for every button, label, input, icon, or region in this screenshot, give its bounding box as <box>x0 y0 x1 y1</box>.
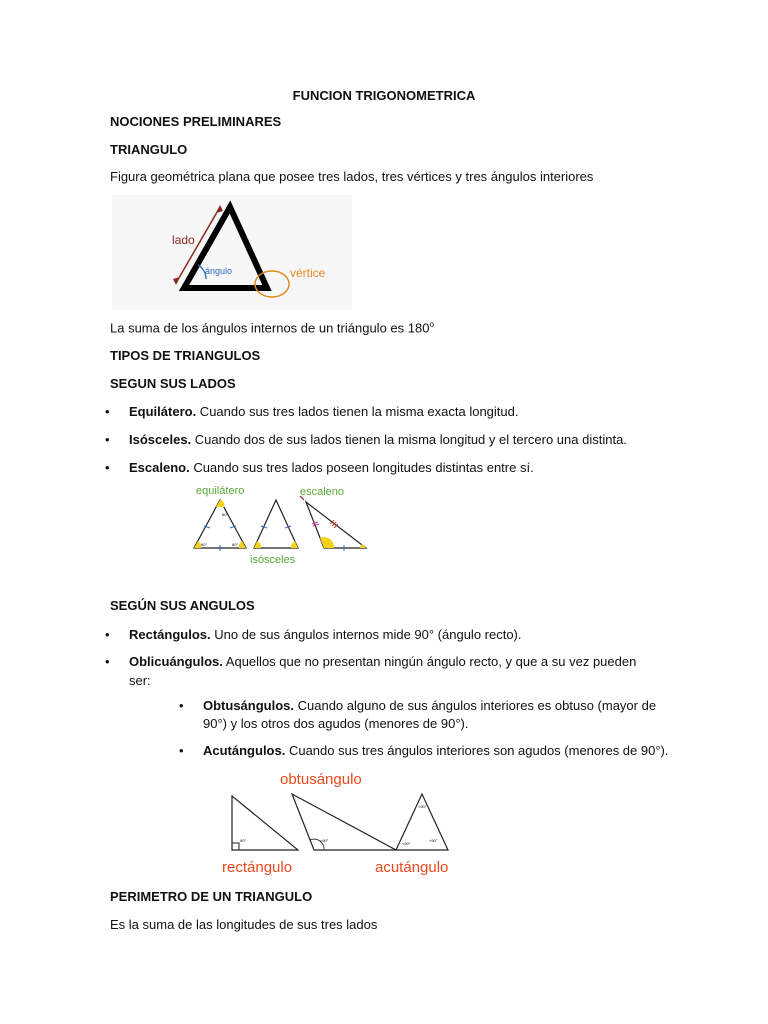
label-vertice: vértice <box>290 266 326 280</box>
label-lado: lado <box>172 233 195 247</box>
heading-segun-angulos: SEGÚN SUS ANGULOS <box>110 598 255 613</box>
isosceles-triangle <box>254 500 298 548</box>
heading-triangulo: TRIANGULO <box>110 142 188 157</box>
svg-text:<90°: <90° <box>418 804 427 809</box>
label-escaleno: escaleno <box>300 486 345 498</box>
svg-text:<90°: <90° <box>429 838 438 843</box>
label-equilatero: equilátero <box>196 485 245 497</box>
list-item-oblicuangulos: • Oblicuángulos. Aquellos que no presentan ningún ángulo recto, y que a su vez pueden ser: <box>105 654 637 688</box>
triangle-parts-figure <box>112 195 352 310</box>
triangles-by-sides-figure <box>188 480 373 570</box>
label-isosceles: isósceles <box>250 554 296 566</box>
label-acutangulo: acutángulo <box>375 859 449 876</box>
degree-superscript: o <box>429 320 434 329</box>
label-angulo: ángulo <box>205 266 233 276</box>
list-item-obtusangulos: • Obtusángulos. Cuando alguno de sus ángulos interiores es obtuso (mayor de 90°) y los otros dos agudos (menores de 90°). <box>179 698 657 731</box>
svg-text:60°: 60° <box>201 542 208 547</box>
sum-text: La suma de los ángulos internos de un triángulo es 180 <box>110 320 430 336</box>
svg-text:>90°: >90° <box>320 838 329 843</box>
list-item-isosceles: • Isósceles. Cuando dos de sus lados tienen la misma longitud y el tercero una distinta. <box>105 432 627 447</box>
list-item-acutangulos: • Acutángulos. Cuando sus tres ángulos interiores son agudos (menores de 90°). <box>179 743 669 758</box>
obtuse-triangle <box>292 794 396 850</box>
page-title: FUNCION TRIGONOMETRICA <box>292 88 476 103</box>
svg-text:90°: 90° <box>240 838 247 843</box>
equilateral-triangle <box>194 500 246 548</box>
label-obtusangulo: obtusángulo <box>280 771 362 788</box>
heading-nociones: NOCIONES PRELIMINARES <box>110 114 282 129</box>
label-rectangulo: rectángulo <box>222 859 293 876</box>
heading-perimetro: PERIMETRO DE UN TRIANGULO <box>110 889 313 904</box>
list-item-rectangulos: • Rectángulos. Uno de sus ángulos internos mide 90° (ángulo recto). <box>105 627 522 642</box>
svg-text:<90°: <90° <box>402 841 411 846</box>
heading-segun-lados: SEGUN SUS LADOS <box>110 376 236 391</box>
heading-tipos: TIPOS DE TRIANGULOS <box>110 348 261 363</box>
triangles-by-angles-figure <box>218 766 463 880</box>
svg-text:60°: 60° <box>232 542 239 547</box>
list-item-equilatero: • Equilátero. Cuando sus tres lados tienen la misma exacta longitud. <box>105 404 519 419</box>
triangle-definition: Figura geométrica plana que posee tres lados, tres vértices y tres ángulos interiores <box>110 169 594 184</box>
svg-text:60°: 60° <box>222 512 229 517</box>
list-item-escaleno: • Escaleno. Cuando sus tres lados poseen longitudes distintas entre sí. <box>105 460 534 475</box>
sum-of-angles-text <box>110 320 434 335</box>
perimeter-definition: Es la suma de las longitudes de sus tres lados <box>110 917 378 932</box>
